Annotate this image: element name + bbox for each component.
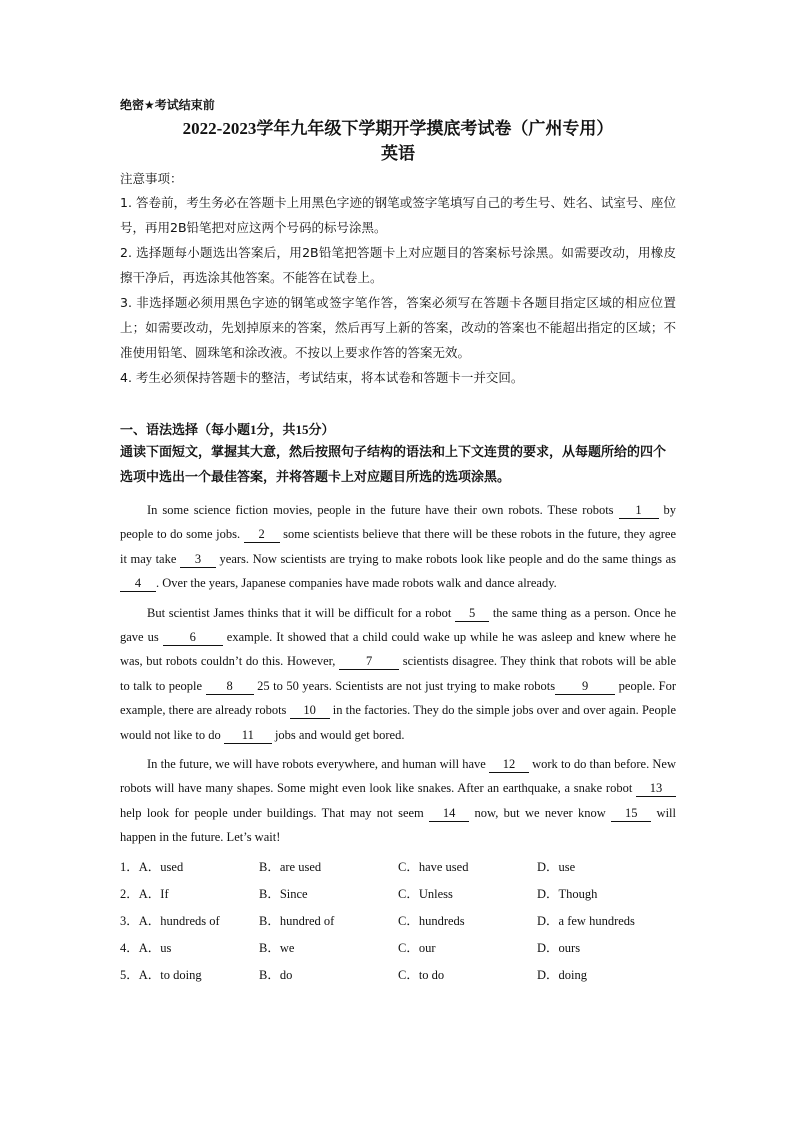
exam-title: 2022-2023学年九年级下学期开学摸底考试卷（广州专用）	[182, 119, 614, 138]
blank-1: 1	[619, 503, 659, 519]
blank-11: 11	[224, 728, 272, 744]
section-instruction: 通读下面短文，掌握其大意，然后按照句子结构的语法和上下文连贯的要求，从每题所给的四个选项中选出一个最佳答案，并将答题卡上对应题目所选的选项涂黑。	[120, 445, 667, 485]
option-d: D．a few hundreds	[537, 913, 635, 928]
option-a: 4．A．us	[120, 940, 172, 955]
answer-options	[120, 854, 676, 989]
blank-8: 8	[206, 679, 254, 695]
notice-item: 1. 答卷前，考生务必在答题卡上用黑色字迹的钢笔或签字笔填写自己的考生号、姓名、试室号、座位号，再用2B铅笔把对应这两个号码的标号涂黑。	[120, 195, 676, 235]
option-a: 1．A．used	[120, 859, 184, 874]
blank-6: 6	[163, 630, 223, 646]
section-title: 一、语法选择（每小题1分，共15分）	[120, 422, 335, 437]
option-c: C．hundreds	[398, 913, 465, 928]
option-b: B．do	[259, 967, 293, 982]
blank-14: 14	[429, 806, 469, 822]
option-b: B．hundred of	[259, 913, 335, 928]
option-d: D．use	[537, 859, 576, 874]
option-d: D．ours	[537, 940, 581, 955]
blank-4: 4	[120, 576, 156, 592]
option-a: 5．A．to doing	[120, 967, 202, 982]
blank-2: 2	[244, 527, 280, 543]
passage-paragraph-3: In the future, we will have robots everywhere, and human will have 12 work to do than before. New robots will have many shapes. Some might even look like snakes. After an earthquake, a snake robot 13 help look for people under buildings. That may not seem 14 now, but we never know 15 will happen in the future. Let’s wait!	[120, 757, 676, 845]
option-a: 2．A．If	[120, 886, 169, 901]
blank-10: 10	[290, 703, 330, 719]
option-d: D．doing	[537, 967, 588, 982]
option-a: 3．A．hundreds of	[120, 913, 220, 928]
passage-paragraph-1: In some science fiction movies, people in the future have their own robots. These robots 1 by people to do some jobs. 2 some scientists believe that there will be these robots in the future, they agree it may take 3 years. Now scientists are trying to make robots look like people and do the same things as 4 . Over the years, Japanese companies have made robots walk and dance already.	[120, 503, 677, 591]
question-row	[120, 935, 676, 962]
passage-paragraph-2: But scientist James thinks that it will be difficult for a robot 5 the same thing as a person. Once he gave us 6 example. It showed that a child could wake up while he was asleep and knew where he was, but robots couldn’t do this. However, 7 scientists disagree. They think that robots will be able to talk to people 8 25 to 50 years. Scientists are not just trying to make robots 9 people. For example, there are already robots 10 in the factories. They do the simple jobs over and over again. People would not like to do 11 jobs and would get bored.	[120, 605, 677, 742]
question-row	[120, 962, 676, 989]
blank-7: 7	[339, 654, 399, 670]
blank-9: 9	[555, 679, 615, 695]
option-b: B．Since	[259, 886, 308, 901]
blank-5: 5	[455, 606, 489, 622]
option-b: B．are used	[259, 859, 322, 874]
notice-heading: 注意事项：	[120, 171, 183, 186]
notice-item: 2. 选择题每小题选出答案后，用2B铅笔把答题卡上对应题目的答案标号涂黑。如需要改动，用橡皮擦干净后，再选涂其他答案。不能答在试卷上。	[120, 245, 676, 285]
notice-item: 4. 考生必须保持答题卡的整洁，考试结束，将本试卷和答题卡一并交回。	[120, 370, 524, 385]
blank-15: 15	[611, 806, 651, 822]
blank-12: 12	[489, 757, 529, 773]
question-row	[120, 908, 676, 935]
blank-13: 13	[636, 781, 676, 797]
option-c: C．have used	[398, 859, 469, 874]
option-c: C．our	[398, 940, 436, 955]
option-b: B．we	[259, 940, 295, 955]
subject-title: 英语	[381, 144, 415, 163]
question-row	[120, 881, 676, 908]
option-c: C．to do	[398, 967, 445, 982]
question-row	[120, 854, 676, 881]
exam-page	[120, 96, 676, 989]
confidential-label: 绝密★考试结束前	[120, 98, 215, 112]
option-c: C．Unless	[398, 886, 453, 901]
blank-3: 3	[180, 552, 216, 568]
notice-item: 3. 非选择题必须用黑色字迹的钢笔或签字笔作答，答案必须写在答题卡各题目指定区域的相应位置上；如需要改动，先划掉原来的答案，然后再写上新的答案，改动的答案也不能超出指定的区域；不准使用铅笔、圆珠笔和涂改液。不按以上要求作答的答案无效。	[120, 295, 676, 360]
option-d: D．Though	[537, 886, 598, 901]
